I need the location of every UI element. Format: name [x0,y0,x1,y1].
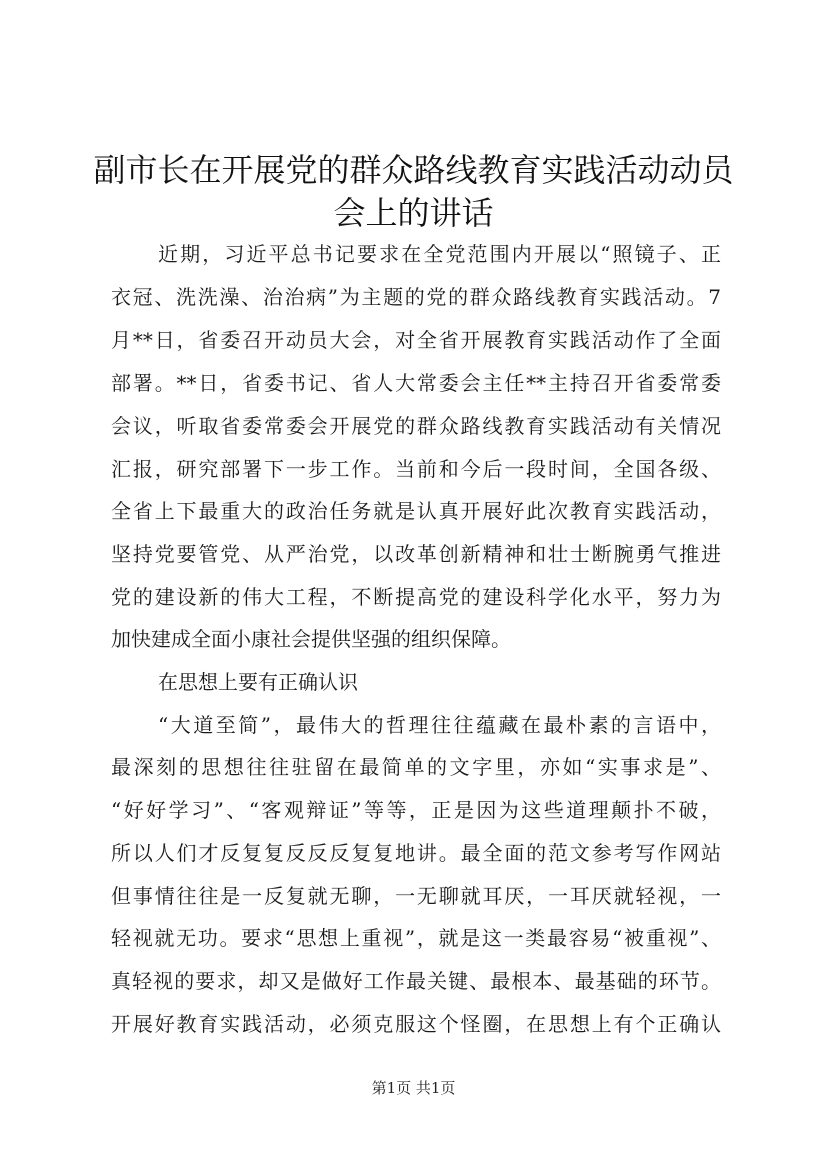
paragraph-line: 衣冠、洗洗澡、治治病”为主题的党的群众路线教育实践活动。7 [111,285,721,309]
paragraph-line: 加快建成全面小康社会提供坚强的组织保障。 [111,627,511,651]
paragraph-line: 开展好教育实践活动，必须克服这个怪圈，在思想上有个正确认 [111,1012,721,1036]
paragraph-line: 近期，习近平总书记要求在全党范围内开展以“照镜子、正 [158,242,721,266]
paragraph-line: 坚持党要管党、从严治党，以改革创新精神和壮士断腕勇气推进 [111,542,721,566]
paragraph-line: 最深刻的思想往往驻留在最简单的文字里，亦如“实事求是”、 [111,755,721,779]
document-title-line-2: 会上的讲话 [333,194,494,232]
paragraph-line: 轻视就无功。要求“思想上重视”，就是这一类最容易“被重视”、 [111,926,721,950]
paragraph-line: 真轻视的要求，却又是做好工作最关键、最根本、最基础的环节。 [111,969,721,993]
paragraph-line: 会议，听取省委常委会开展党的群众路线教育实践活动有关情况 [111,414,721,438]
paragraph-line: 党的建设新的伟大工程，不断提高党的建设科学化水平，努力为 [111,585,721,609]
page-number-footer: 第1页 共1页 [371,1079,456,1097]
paragraph-line: “大道至简”，最伟大的哲理往往蕴藏在最朴素的言语中， [158,713,721,737]
paragraph-line: 但事情往往是一反复就无聊，一无聊就耳厌，一耳厌就轻视，一 [111,884,721,908]
paragraph-line: 汇报，研究部署下一步工作。当前和今后一段时间，全国各级、 [111,457,721,481]
document-title-line-1: 副市长在开展党的群众路线教育实践活动动员 [93,151,734,189]
paragraph-line: 全省上下最重大的政治任务就是认真开展好此次教育实践活动， [111,499,721,523]
paragraph-line: 月**日，省委召开动员大会，对全省开展教育实践活动作了全面 [111,328,721,352]
paragraph-line: 所以人们才反复复反反反复复地讲。最全面的范文参考写作网站 [111,841,721,865]
paragraph-line: 部署。**日，省委书记、省人大常委会主任**主持召开省委常委 [111,371,721,395]
paragraph-line: “好好学习”、“客观辩证”等等，正是因为这些道理颠扑不破， [111,798,721,822]
section-heading: 在思想上要有正确认识 [158,670,358,694]
